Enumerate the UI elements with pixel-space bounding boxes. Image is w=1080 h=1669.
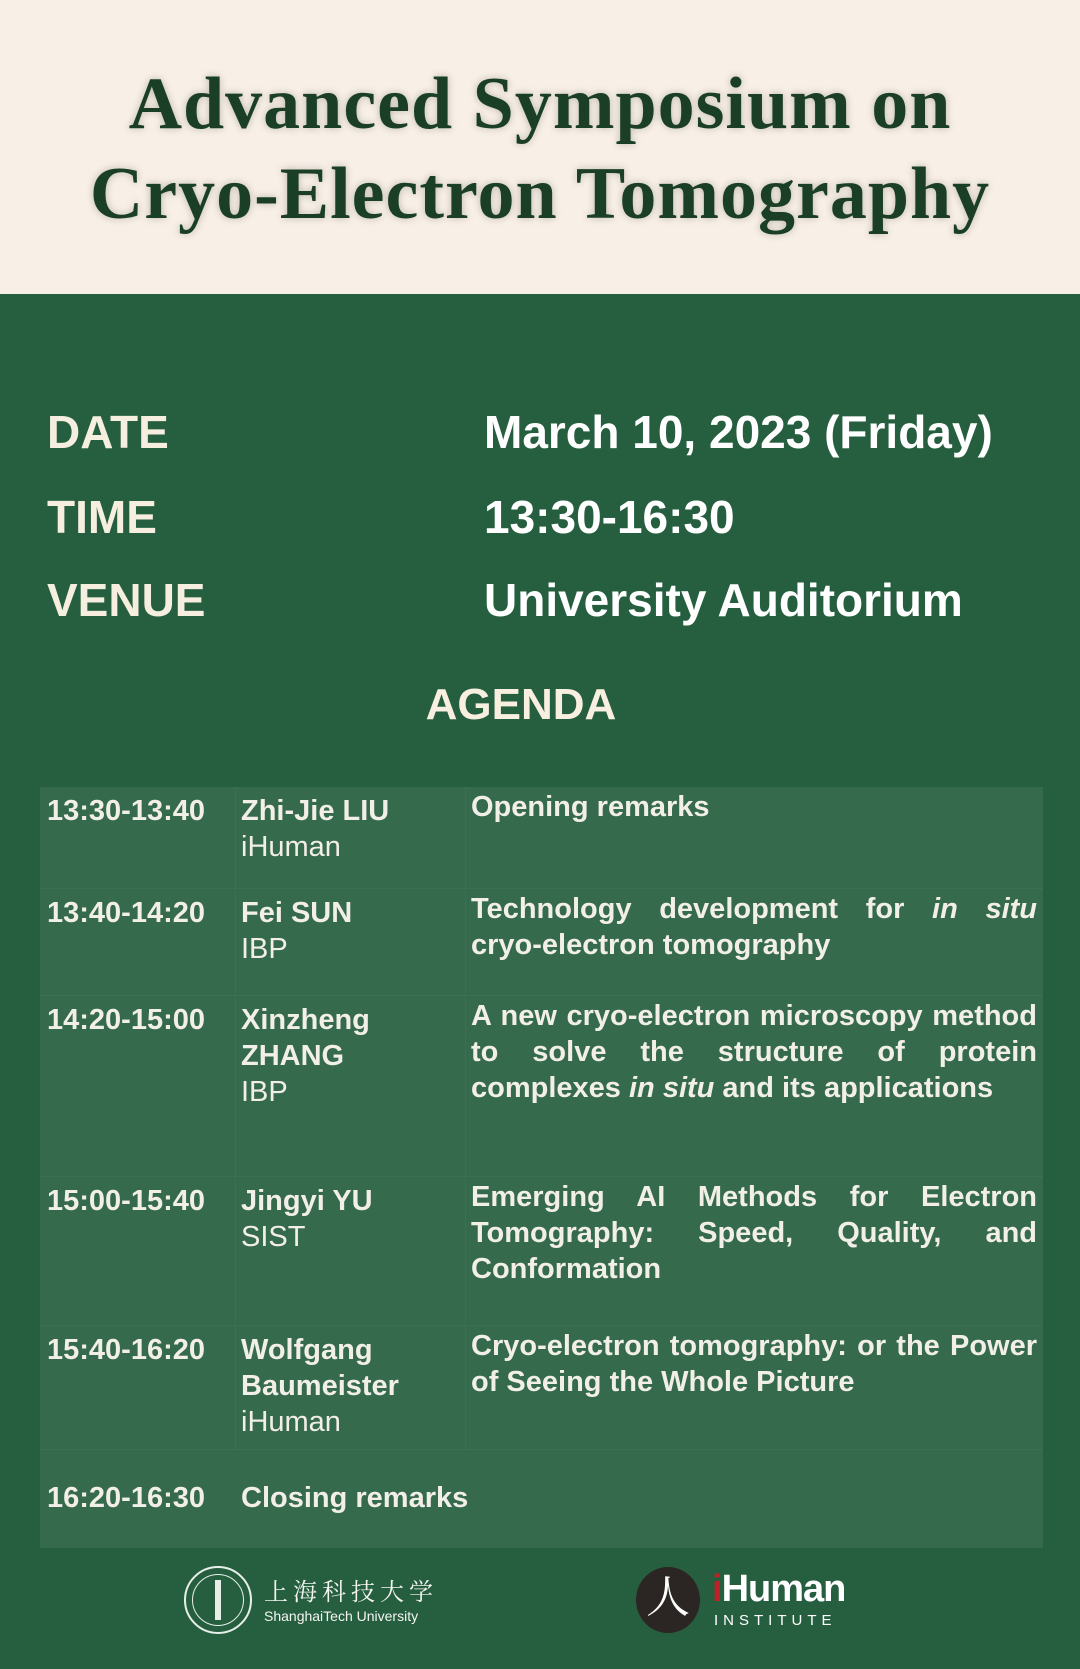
agenda-row: [40, 1325, 1043, 1449]
time-value: 13:30-16:30: [484, 491, 735, 543]
agenda-speaker: [241, 895, 451, 967]
speaker-name: Fei SUN: [241, 897, 353, 929]
logos: [0, 1566, 1080, 1636]
agenda-table: [40, 787, 1043, 1548]
speaker-name: Jingyi YU: [241, 1185, 373, 1217]
header: [0, 0, 1080, 294]
agenda-topic: [471, 891, 1037, 963]
speaker-affiliation: IBP: [241, 1076, 288, 1108]
agenda-time: 15:00-15:40: [47, 1185, 205, 1217]
topic-text: A new cryo-electron microscopy method to solve the structure of protein complexes: [471, 1000, 1037, 1104]
agenda-speaker: [241, 1332, 441, 1440]
agenda-row: [40, 787, 1043, 888]
speaker-affiliation: IBP: [241, 933, 288, 965]
ihuman-logo-icon: 人: [636, 1567, 700, 1633]
agenda-topic: Opening remarks: [471, 791, 710, 823]
agenda-topic: Emerging AI Methods for Electron Tomography: Speed, Quality, and Conformation: [471, 1181, 1037, 1285]
title-line-1: Advanced Symposium on: [128, 63, 952, 145]
topic-text: cryo-electron tomography: [471, 929, 831, 961]
agenda-topic: Cryo-electron tomography: or the Power of Seeing the Whole Picture: [471, 1330, 1037, 1398]
speaker-affiliation: iHuman: [241, 1406, 341, 1438]
title-line-2: Cryo-Electron Tomography: [89, 153, 991, 235]
date-value: March 10, 2023 (Friday): [484, 406, 993, 458]
speaker-name: Wolfgang Baumeister: [241, 1334, 399, 1402]
agenda-row: [40, 1176, 1043, 1325]
time-label: TIME: [47, 491, 157, 543]
speaker-name: Zhi-Jie LIU: [241, 795, 390, 827]
topic-italic: in situ: [932, 893, 1037, 925]
agenda-speaker: [241, 1002, 401, 1110]
agenda-topic: [471, 998, 1037, 1106]
agenda-heading: AGENDA: [425, 680, 617, 729]
agenda-time: 16:20-16:30: [47, 1482, 205, 1514]
shanghaitech-en: ShanghaiTech University: [264, 1608, 419, 1624]
agenda-time: 13:30-13:40: [47, 795, 205, 827]
agenda-speaker: [241, 793, 451, 865]
ihuman-main: Human: [721, 1568, 846, 1610]
topic-text: and its applications: [714, 1072, 994, 1104]
speaker-affiliation: SIST: [241, 1221, 306, 1253]
speaker-name: Xinzheng ZHANG: [241, 1004, 370, 1072]
speaker-affiliation: iHuman: [241, 831, 341, 863]
seal-inner-ring: [192, 1574, 244, 1626]
agenda-row: [40, 888, 1043, 995]
agenda-item: Closing remarks: [241, 1482, 469, 1514]
agenda-time: 14:20-15:00: [47, 1004, 205, 1036]
agenda-time: 13:40-14:20: [47, 897, 205, 929]
agenda-time: 15:40-16:20: [47, 1334, 205, 1366]
date-label: DATE: [47, 406, 169, 458]
ihuman-i: i: [712, 1568, 722, 1610]
agenda-speaker: [241, 1183, 451, 1255]
topic-italic: in situ: [628, 1072, 715, 1104]
ihuman-sub: INSTITUTE: [714, 1612, 837, 1629]
venue-label: VENUE: [47, 574, 206, 626]
venue-value: University Auditorium: [484, 574, 963, 626]
shanghaitech-cn: 上海科技大学: [264, 1578, 438, 1606]
shanghaitech-logo: [184, 1566, 252, 1634]
ihuman-wordmark: [712, 1568, 845, 1611]
agenda-row: [40, 995, 1043, 1176]
agenda-row: [40, 1449, 1043, 1548]
topic-text: Technology development for: [471, 893, 933, 925]
